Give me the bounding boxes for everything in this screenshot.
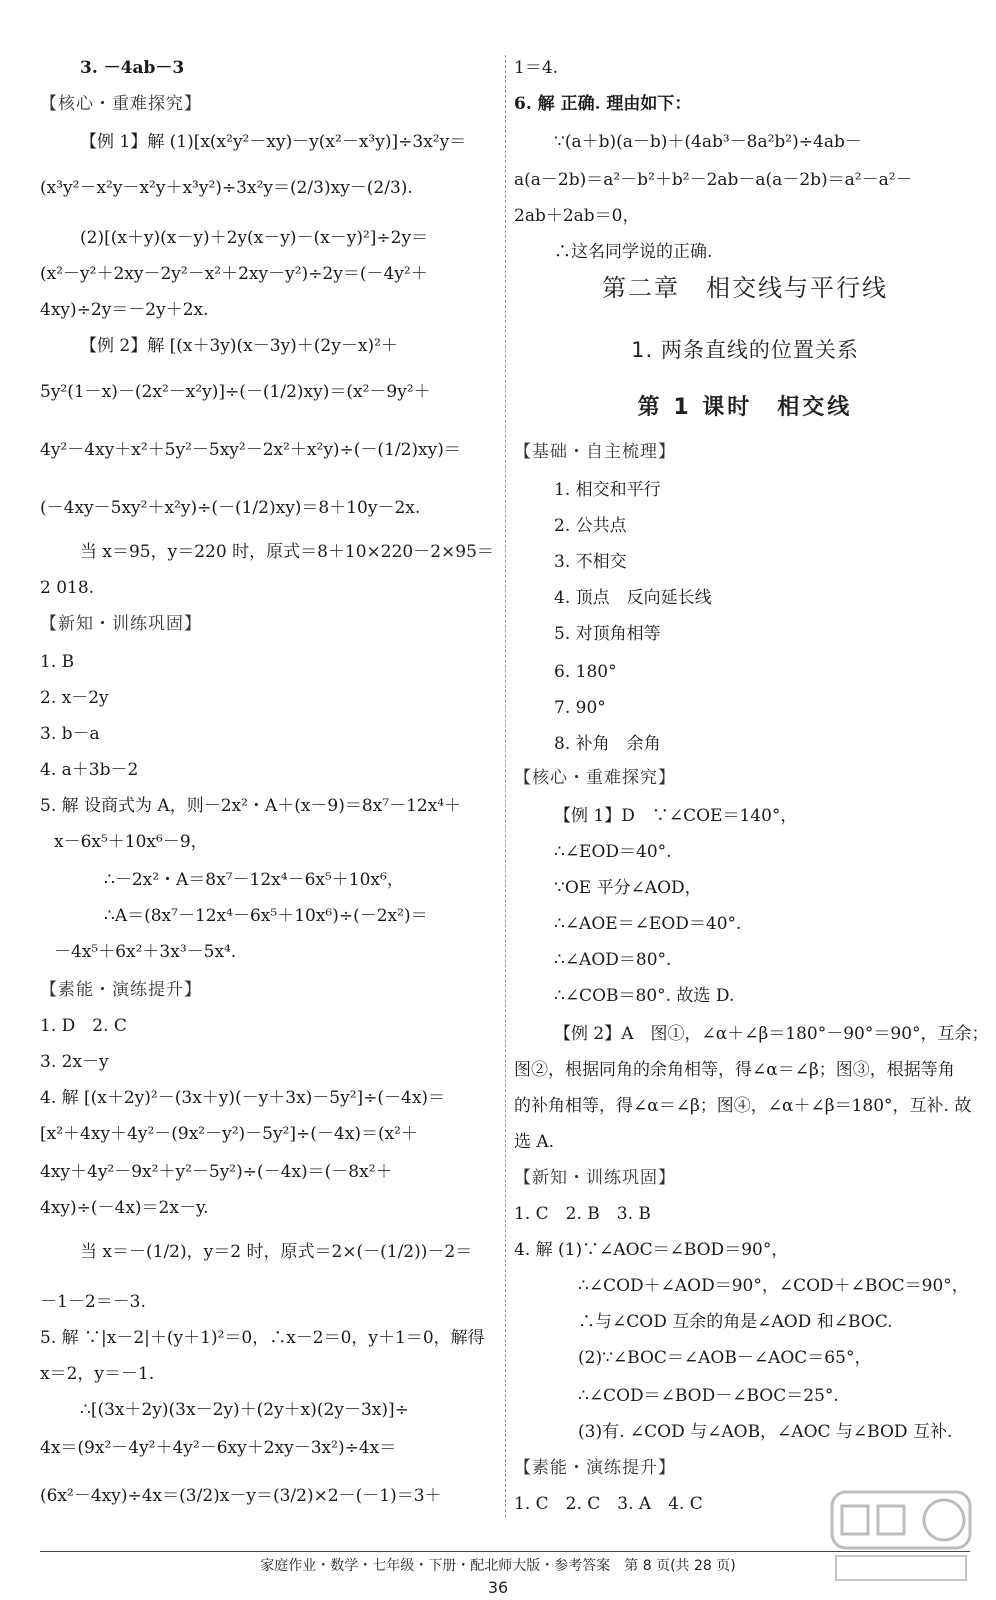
- section-heading: 【新知・训练巩固】: [514, 1168, 676, 1188]
- answer-line: [x²＋4xy＋4y²－(9x²－y²)－5y²]÷(－4x)＝(x²＋: [40, 1124, 418, 1144]
- answer-line: －1－2＝－3.: [40, 1292, 146, 1312]
- answer-line: ∵OE 平分∠AOD，: [554, 878, 702, 898]
- answer-line: 4xy)÷2y＝－2y＋2x.: [40, 300, 209, 320]
- answer-line: 8. 补角 余角: [554, 734, 661, 754]
- answer-line: ∵(a＋b)(a－b)＋(4ab³－8a²b²)÷4ab－: [554, 132, 862, 152]
- answer-line: ∴∠AOD＝80°.: [554, 950, 672, 970]
- answer-line: 4xy＋4y²－9x²＋y²－5y²)÷(－4x)＝(－8x²＋: [40, 1162, 393, 1182]
- answer-line: 5. 解 ∵|x－2|＋(y＋1)²＝0，∴x－2＝0，y＋1＝0，解得: [40, 1328, 485, 1348]
- answer-line: 1＝4.: [514, 58, 559, 78]
- answer-line: 2ab＋2ab＝0，: [514, 206, 640, 226]
- answer-line: ∴∠COB＝80°. 故选 D.: [554, 986, 735, 1006]
- answer-line: 2 018.: [40, 578, 95, 598]
- answer-line: ∴－2x²・A＝8x⁷－12x⁴－6x⁵＋10x⁶，: [104, 870, 404, 890]
- answer-line: 选 A.: [514, 1132, 555, 1152]
- chapter-title: 第二章 相交线与平行线: [602, 274, 888, 302]
- answer-line: 7. 90°: [554, 698, 606, 718]
- answer-line: 【例 1】解 (1)[x(x²y²－xy)－y(x²－x³y)]÷3x²y＝: [80, 132, 467, 152]
- answer-line: ∴∠COD＝∠BOD－∠BOC＝25°.: [578, 1386, 839, 1406]
- answer-line: ∴[(3x＋2y)(3x－2y)＋(2y＋x)(2y－3x)]÷: [80, 1400, 409, 1420]
- section-heading: 【核心・重难探究】: [514, 768, 676, 788]
- answer-line: 4. 解 (1)∵∠AOC＝∠BOD＝90°，: [514, 1240, 789, 1260]
- answer-line: 1. C 2. B 3. B: [514, 1204, 651, 1224]
- answer-line: 5. 对顶角相等: [554, 624, 661, 644]
- answer-line: 6. 180°: [554, 662, 617, 682]
- answer-line: 【例 1】D ∵∠COE＝140°，: [554, 806, 798, 826]
- answer-line: 1. C 2. C 3. A 4. C: [514, 1494, 703, 1514]
- answer-line: (－4xy－5xy²＋x²y)÷(－(1/2)xy)＝8＋10y－2x.: [40, 498, 421, 518]
- answer-line: x＝2，y＝－1.: [40, 1364, 155, 1384]
- answer-line: 当 x＝95，y＝220 时，原式＝8＋10×220－2×95＝: [80, 542, 494, 562]
- lesson-title: 第 1 课时 相交线: [637, 395, 853, 420]
- answer-line: 3. 2x－y: [40, 1052, 109, 1072]
- answer-line: 3. b－a: [40, 724, 100, 744]
- answer-line: 1. 相交和平行: [554, 480, 661, 500]
- answer-line: －4x⁵＋6x²＋3x³－5x⁴.: [54, 942, 237, 962]
- answer-line: 4. a＋3b－2: [40, 760, 139, 780]
- answer-line: (2)[(x＋y)(x－y)＋2y(x－y)－(x－y)²]÷2y＝: [80, 228, 429, 248]
- answer-line: ∴∠AOE＝∠EOD＝40°.: [554, 914, 742, 934]
- page-footer: 家庭作业・数学・七年级・下册・配北师大版・参考答案 第 8 页(共 28 页): [260, 1558, 736, 1574]
- section-title: 1. 两条直线的位置关系: [631, 338, 859, 362]
- answer-line: 4. 解 [(x＋2y)²－(3x＋y)(－y＋3x)－5y²]÷(－4x)＝: [40, 1088, 446, 1108]
- answer-line: 的补角相等，得∠α＝∠β；图④，∠α＋∠β＝180°，互补. 故: [514, 1096, 972, 1116]
- answer-line: 6. 解 正确. 理由如下：: [514, 94, 692, 114]
- answer-line: 2. 公共点: [554, 516, 627, 536]
- answer-line: (3)有. ∠COD 与∠AOB，∠AOC 与∠BOD 互补.: [578, 1422, 953, 1442]
- page-number: 36: [487, 1578, 509, 1597]
- watermark-logo: [826, 1486, 976, 1586]
- answer-line: (x³y²－x²y－x²y＋x³y²)÷3x²y＝(2/3)xy－(2/3).: [40, 178, 413, 198]
- answer-line: ∴这名同学说的正确.: [554, 242, 713, 262]
- answer-line: (6x²－4xy)÷4x＝(3/2)x－y＝(3/2)×2－(－1)＝3＋: [40, 1486, 442, 1506]
- answer-line: x－6x⁵＋10x⁶－9，: [54, 832, 208, 852]
- column-divider: [505, 55, 506, 1517]
- answer-line: 2. x－2y: [40, 688, 109, 708]
- answer-line: 4xy)÷(－4x)＝2x－y.: [40, 1198, 209, 1218]
- answer-line: (x²－y²＋2xy－2y²－x²＋2xy－y²)÷2y＝(－4y²＋: [40, 264, 428, 284]
- section-heading: 【新知・训练巩固】: [40, 614, 202, 634]
- answer-line: 【例 2】A 图①，∠α＋∠β＝180°－90°＝90°，互余；: [554, 1024, 989, 1044]
- answer-line: 3. 不相交: [554, 552, 627, 572]
- answer-line: 3. －4ab－3: [80, 58, 185, 78]
- answer-line: ∴与∠COD 互余的角是∠AOD 和∠BOC.: [578, 1312, 893, 1332]
- section-heading: 【素能・演练提升】: [40, 980, 202, 1000]
- answer-line: (2)∵∠BOC＝∠AOB－∠AOC＝65°，: [578, 1348, 872, 1368]
- section-heading: 【核心・重难探究】: [40, 94, 202, 114]
- answer-line: 5y²(1－x)－(2x²－x²y)]÷(－(1/2)xy)＝(x²－9y²＋: [40, 382, 431, 402]
- answer-line: 4. 顶点 反向延长线: [554, 588, 712, 608]
- section-heading: 【基础・自主梳理】: [514, 442, 676, 462]
- answer-line: 5. 解 设商式为 A，则－2x²・A＋(x－9)＝8x⁷－12x⁴＋: [40, 796, 462, 816]
- answer-line: 【例 2】解 [(x＋3y)(x－3y)＋(2y－x)²＋: [80, 336, 398, 356]
- answer-line: 4x＝(9x²－4y²＋4y²－6xy＋2xy－3x²)÷4x＝: [40, 1438, 397, 1458]
- answer-line: ∴∠COD＋∠AOD＝90°，∠COD＋∠BOC＝90°，: [578, 1276, 969, 1296]
- answer-line: 1. D 2. C: [40, 1016, 127, 1036]
- answer-line: 图②，根据同角的余角相等，得∠α＝∠β；图③，根据等角: [514, 1060, 955, 1080]
- section-heading: 【素能・演练提升】: [514, 1458, 676, 1478]
- answer-line: ∴∠EOD＝40°.: [554, 842, 672, 862]
- answer-line: a(a－2b)＝a²－b²＋b²－2ab－a(a－2b)＝a²－a²－: [514, 170, 913, 190]
- answer-line: 当 x＝－(1/2)，y＝2 时，原式＝2×(－(1/2))－2＝: [80, 1242, 473, 1262]
- answer-line: ∴A＝(8x⁷－12x⁴－6x⁵＋10x⁶)÷(－2x²)＝: [104, 906, 428, 926]
- answer-line: 4y²－4xy＋x²＋5y²－5xy²－2x²＋x²y)÷(－(1/2)xy)＝: [40, 440, 461, 460]
- answer-line: 1. B: [40, 652, 75, 672]
